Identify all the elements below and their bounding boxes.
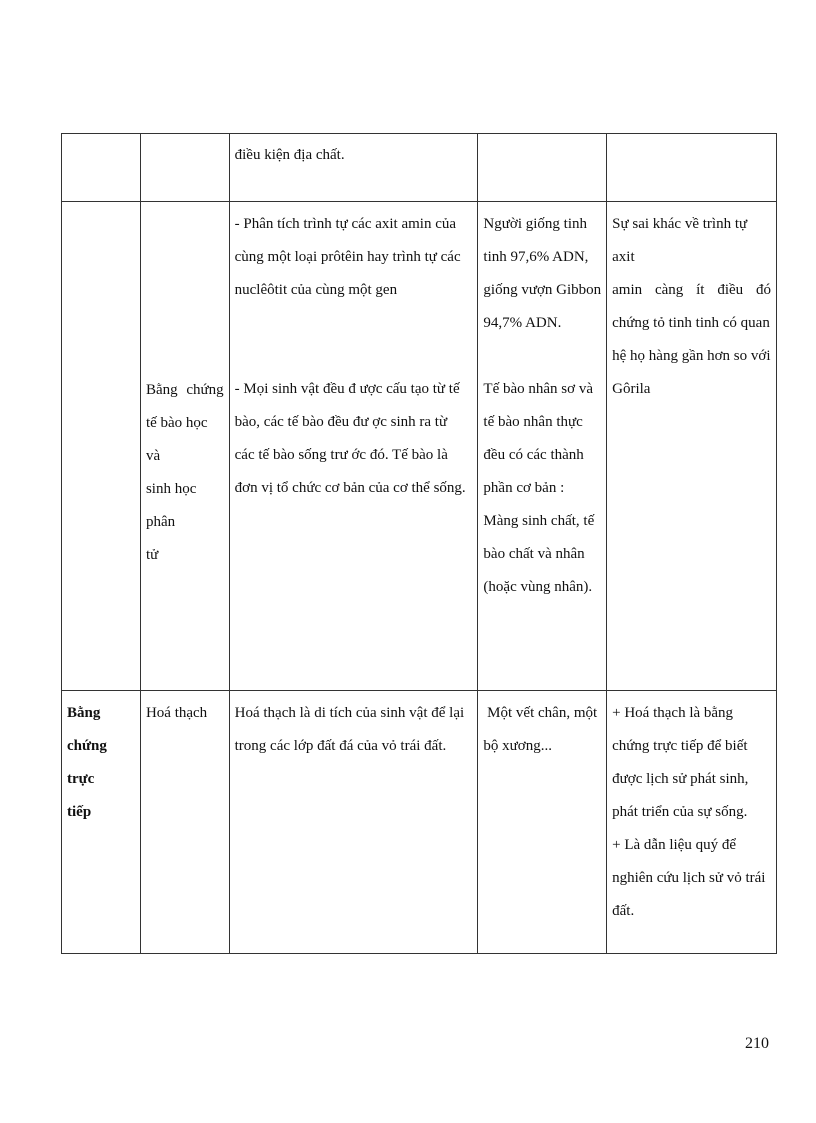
cell-line: tế bào nhân thực xyxy=(483,414,583,430)
cell-line: trong các lớp đất đá của vỏ trái đất. xyxy=(234,738,447,754)
table-cell xyxy=(229,202,478,691)
cell-line: + Là dẫn liệu quý để xyxy=(612,837,736,853)
cell-line: Hoá thạch là di tích của sinh vật để lại xyxy=(234,705,465,721)
cell-line: tiếp xyxy=(67,804,92,820)
cell-line: Sự sai khác về trình tự axit xyxy=(612,216,748,265)
table-cell xyxy=(229,134,478,202)
cell-line: đều có các thành xyxy=(483,447,584,463)
cell-line: phần cơ bản : xyxy=(483,480,565,496)
table-cell xyxy=(140,691,229,954)
cell-line: giống vượn Gibbon xyxy=(483,282,602,298)
cell-line: đơn vị tổ chức cơ bản của cơ thể sống. xyxy=(234,480,466,496)
cell-line: sinh học phân xyxy=(145,481,197,530)
cell-line: bào, các tế bào đều đư ợc sinh ra từ xyxy=(234,414,448,430)
table-cell xyxy=(229,691,478,954)
cell-line: chứng trực tiếp để biết xyxy=(612,738,748,754)
table-cell xyxy=(478,134,607,202)
cell-line: chứng trực xyxy=(67,738,107,787)
table-cell xyxy=(140,134,229,202)
cell-line: tử xyxy=(145,547,159,563)
table-cell xyxy=(607,134,777,202)
table-cell xyxy=(62,202,141,691)
table-cell xyxy=(607,202,777,691)
table-row xyxy=(62,691,777,954)
table-cell xyxy=(478,202,607,691)
cell-line: nuclêôtit của cùng một gen xyxy=(234,282,398,298)
cell-line: Một vết chân, một xyxy=(483,705,598,721)
cell-line: hệ họ hàng gần hơn so với xyxy=(612,348,771,364)
cell-line: + Hoá thạch là bằng xyxy=(612,705,734,721)
cell-line: - Phân tích trình tự các axit amin của xyxy=(234,216,457,232)
cell-line: được lịch sử phát sinh, xyxy=(612,771,749,787)
cell-line: Hoá thạch xyxy=(145,705,208,721)
table-cell xyxy=(607,691,777,954)
page-number: 210 xyxy=(745,1035,769,1052)
cell-line: 94,7% ADN. xyxy=(483,315,562,331)
table-cell xyxy=(478,691,607,954)
cell-line: Màng sinh chất, tế xyxy=(483,513,595,529)
evidence-table xyxy=(61,133,777,954)
cell-line: phát triển của sự sống. xyxy=(612,804,748,820)
cell-line: - Mọi sinh vật đều đ ược cấu tạo từ tế xyxy=(234,381,460,397)
cell-line: bào chất và nhân xyxy=(483,546,585,562)
cell-line: Bằng xyxy=(67,705,101,721)
cell-line: Người giống tinh xyxy=(483,216,587,232)
table-cell xyxy=(140,202,229,691)
cell-line: chứng tỏ tinh tinh có quan xyxy=(612,315,770,331)
table-cell xyxy=(62,134,141,202)
table-row xyxy=(62,134,777,202)
cell-line: đất. xyxy=(612,903,635,919)
cell-text: điều kiện địa chất. xyxy=(234,147,345,163)
table-row xyxy=(62,202,777,691)
cell-line: Bằng chứng xyxy=(145,382,224,398)
cell-line: amin càng ít điều đó xyxy=(612,282,771,298)
cell-line: nghiên cứu lịch sử vỏ trái xyxy=(612,870,766,886)
cell-line: (hoặc vùng nhân). xyxy=(483,579,593,595)
cell-line: tinh 97,6% ADN, xyxy=(483,249,589,265)
cell-line: bộ xương... xyxy=(483,738,552,754)
cell-line: các tế bào sống trư ớc đó. Tế bào là xyxy=(234,447,448,463)
cell-line: Gôrila xyxy=(612,381,651,397)
cell-line: tế bào học và xyxy=(145,415,208,464)
cell-line: cùng một loại prôtêin hay trình tự các xyxy=(234,249,461,265)
table-cell xyxy=(62,691,141,954)
cell-line: Tế bào nhân sơ và xyxy=(483,381,593,397)
